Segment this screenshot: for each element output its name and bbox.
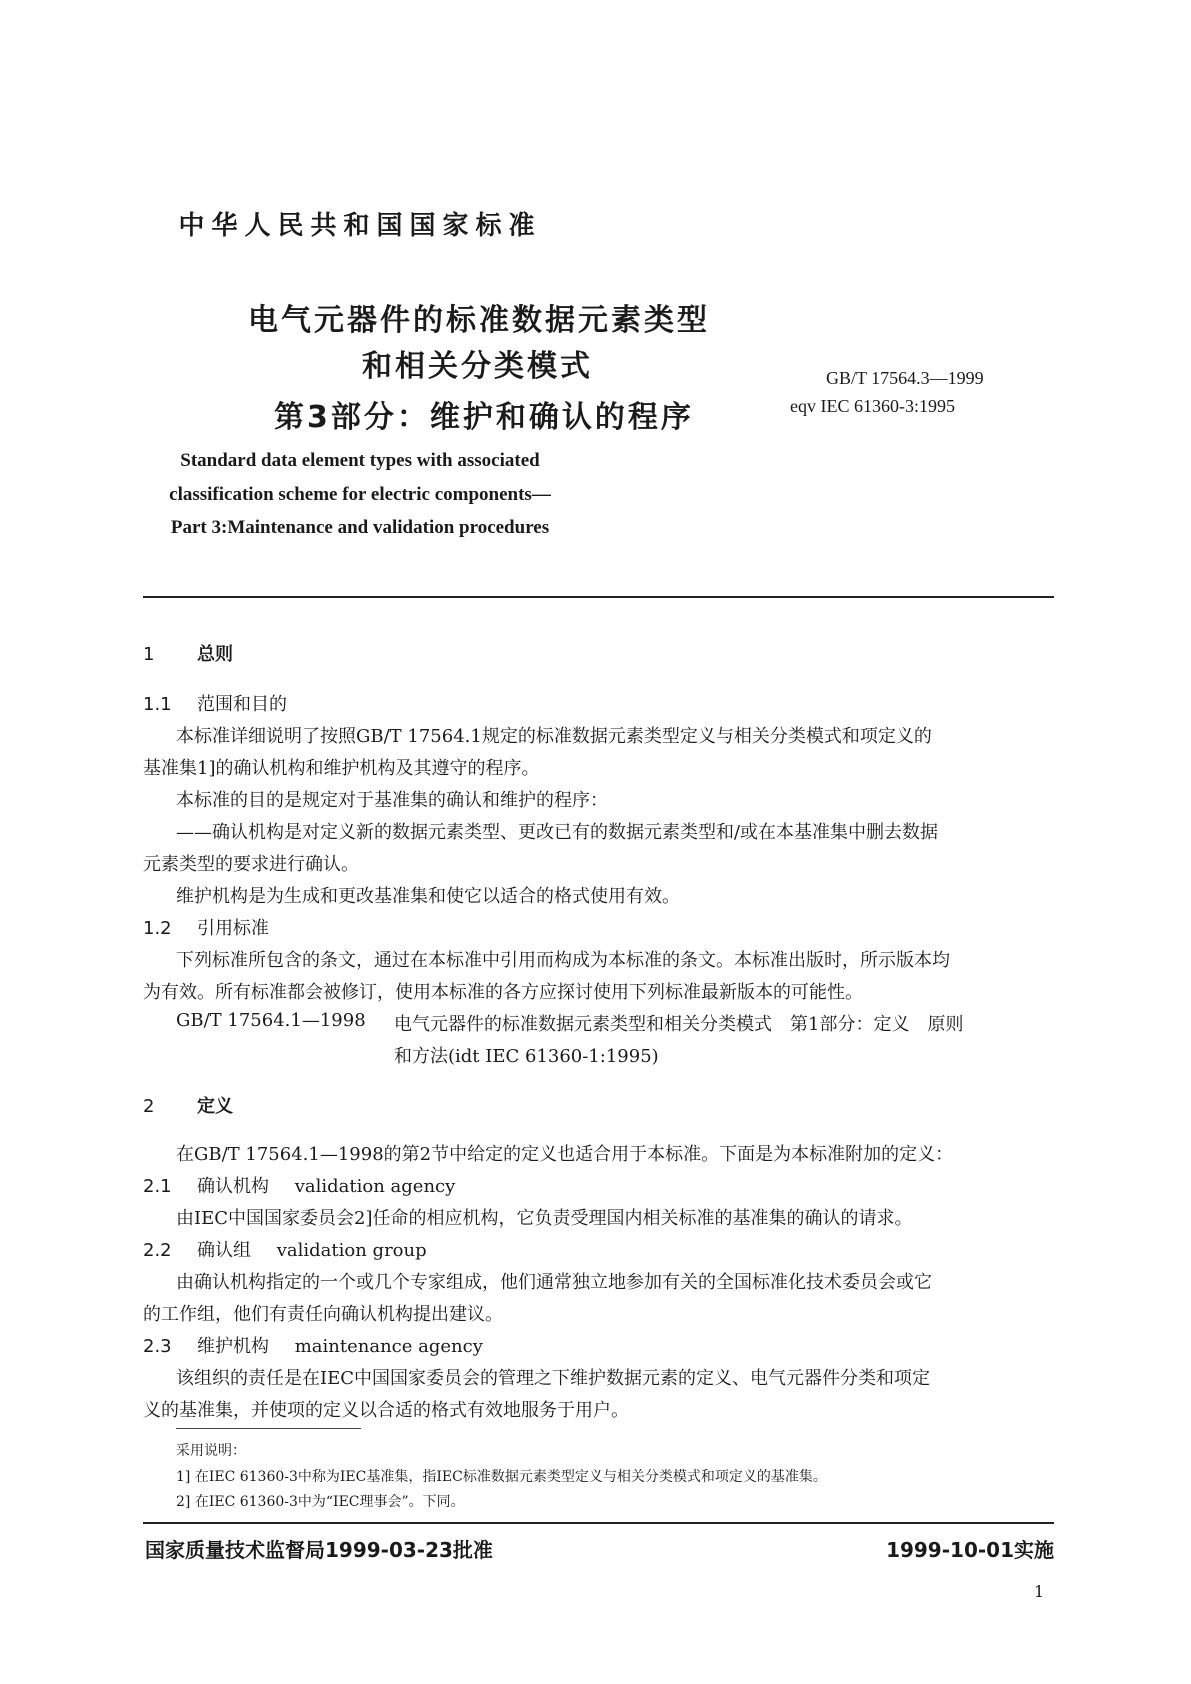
english-title-line-1: Standard data element types with associated [180, 450, 540, 471]
section-1-number: 1 [143, 644, 155, 665]
clause-2-3-definition-line-1: 该组织的责任是在IEC中国国家委员会的管理之下维护数据元素的定义、电气元器件分类和项定 [176, 1368, 931, 1389]
clause-1-1-para-3-line-2: 元素类型的要求进行确认。 [143, 854, 359, 875]
footnote-2: 2] 在IEC 61360-3中为“IEC理事会”。下同。 [176, 1494, 465, 1510]
clause-2-1-definition: 由IEC中国国家委员会2]任命的相应机构，它负责受理国内相关标准的基准集的确认的请求。 [176, 1208, 913, 1229]
english-title-line-3: Part 3:Maintenance and validation procedures [170, 517, 550, 538]
clause-1-1-para-3-line-1: ——确认机构是对定义新的数据元素类型、更改已有的数据元素类型和/或在本基准集中删去数据 [176, 822, 939, 843]
clause-2-1-term-en: validation agency [294, 1176, 456, 1197]
clause-2-2-definition-line-1: 由确认机构指定的一个或几个专家组成，他们通常独立地参加有关的全国标准化技术委员会或它 [176, 1272, 932, 1293]
clause-1-1-para-1-line-1: 本标准详细说明了按照GB/T 17564.1规定的标准数据元素类型定义与相关分类模式和项定义的 [176, 726, 932, 747]
clause-1-1-heading [143, 690, 287, 716]
standard-number: GB/T 17564.3—1999 [826, 368, 984, 388]
clause-1-1-para-4: 维护机构是为生成和更改基准集和使它以适合的格式使用有效。 [176, 886, 680, 907]
clause-2-1-term: 确认机构 [197, 1176, 269, 1197]
approval-statement: 国家质量技术监督局1999-03-23批准 [145, 1538, 493, 1562]
reference-code: GB/T 17564.1—1998 [176, 1010, 366, 1031]
implementation-date: 1999-10-01实施 [886, 1538, 1054, 1562]
section-1-heading [143, 640, 233, 666]
page-number: 1 [1034, 1582, 1045, 1601]
clause-1-2-number: 1.2 [143, 918, 172, 939]
title-line-1: 电气元器件的标准数据元素类型 [248, 303, 710, 338]
clause-2-2-heading [143, 1236, 427, 1262]
clause-1-1-number: 1.1 [143, 694, 172, 715]
title-line-3: 第3部分：维护和确认的程序 [274, 400, 694, 435]
clause-1-1-para-2: 本标准的目的是规定对于基准集的确认和维护的程序： [176, 790, 608, 811]
section-2-heading [143, 1092, 233, 1118]
clause-2-2-term-en: validation group [276, 1240, 427, 1261]
title-line-2: 和相关分类模式 [362, 349, 593, 384]
clause-1-2-heading [143, 914, 269, 940]
footnote-1: 1] 在IEC 61360-3中称为IEC基准集，指IEC标准数据元素类型定义与相关分类模式和项定义的基准集。 [176, 1469, 827, 1485]
footnote-divider [176, 1428, 361, 1429]
clause-2-2-term: 确认组 [197, 1240, 251, 1261]
clause-2-2-number: 2.2 [143, 1240, 172, 1261]
header-divider [143, 596, 1054, 598]
clause-2-1-heading [143, 1172, 455, 1198]
equivalent-standard: eqv IEC 61360-3:1995 [790, 396, 955, 416]
section-2-title: 定义 [197, 1096, 233, 1117]
clause-2-3-term-en: maintenance agency [294, 1336, 483, 1357]
clause-1-1-para-1-line-2: 基准集1]的确认机构和维护机构及其遵守的程序。 [143, 758, 540, 779]
clause-2-2-definition-line-2: 的工作组，他们有责任向确认机构提出建议。 [143, 1304, 503, 1325]
reference-title-line-1: 电气元器件的标准数据元素类型和相关分类模式 第1部分：定义 原则 [394, 1014, 964, 1035]
clause-1-2-title: 引用标准 [197, 918, 269, 939]
section-2-intro: 在GB/T 17564.1—1998的第2节中给定的定义也适合用于本标准。下面是为本标准附加的定义： [176, 1144, 954, 1165]
clause-2-3-number: 2.3 [143, 1336, 172, 1357]
clause-2-1-number: 2.1 [143, 1176, 172, 1197]
english-title-line-2: classification scheme for electric components— [169, 484, 551, 505]
clause-2-3-definition-line-2: 义的基准集，并使项的定义以合适的格式有效地服务于用户。 [143, 1400, 629, 1421]
clause-1-2-para-line-2: 为有效。所有标准都会被修订，使用本标准的各方应探讨使用下列标准最新版本的可能性。 [143, 982, 863, 1003]
clause-2-3-heading [143, 1332, 483, 1358]
reference-title-line-2: 和方法(idt IEC 61360-1:1995) [394, 1046, 659, 1067]
nation-standard-heading: 中华人民共和国国家标准 [178, 211, 542, 241]
clause-1-1-title: 范围和目的 [197, 694, 287, 715]
footer-divider [143, 1522, 1054, 1524]
clause-1-2-para-line-1: 下列标准所包含的条文，通过在本标准中引用而构成为本标准的条文。本标准出版时，所示版本均 [176, 950, 950, 971]
clause-2-3-term: 维护机构 [197, 1336, 269, 1357]
section-1-title: 总则 [197, 644, 233, 665]
section-2-number: 2 [143, 1096, 155, 1117]
footnote-heading: 采用说明： [176, 1443, 246, 1459]
